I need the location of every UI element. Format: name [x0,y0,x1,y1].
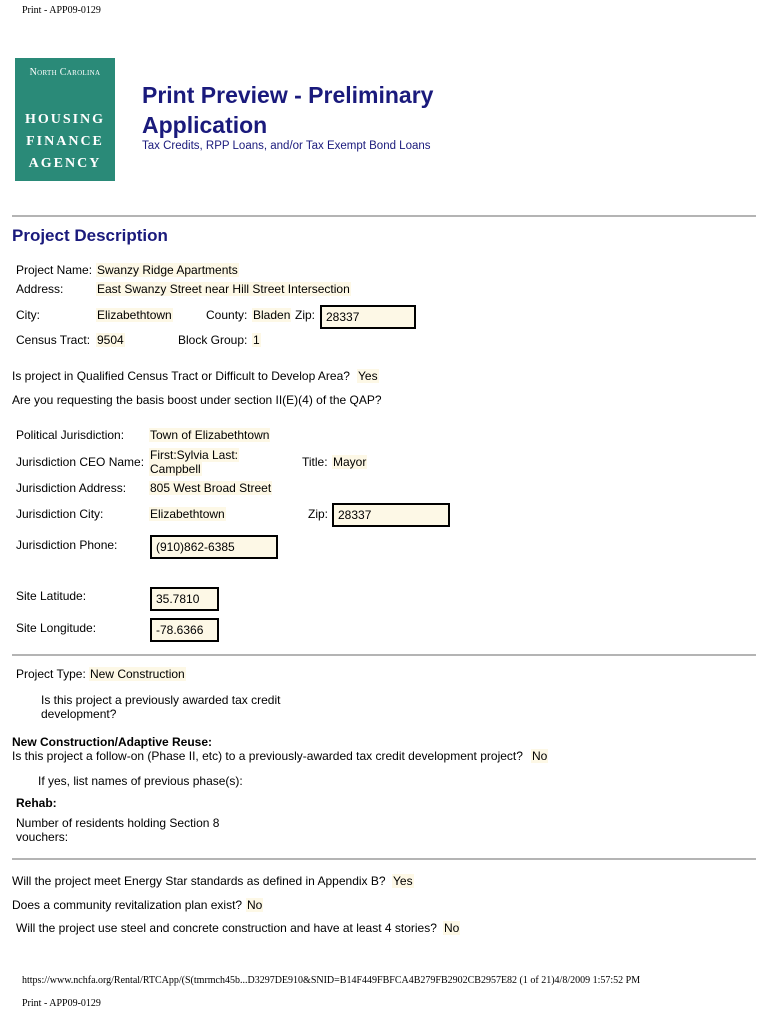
previously-awarded-question-line2: development? [41,707,117,721]
jurisdiction-address-value: 805 West Broad Street [150,481,272,495]
page-title-line1: Print Preview - Preliminary [142,82,434,108]
jurisdiction-phone-label: Jurisdiction Phone: [16,538,118,552]
census-tract-label: Census Tract: [16,333,91,347]
section8-question-line2: vouchers: [16,830,69,844]
site-longitude-field: -78.6366 [150,618,219,642]
project-type-label: Project Type: [16,667,86,681]
jurisdiction-zip-label: Zip: [308,507,329,521]
project-name-value: Swanzy Ridge Apartments [97,263,238,277]
political-jurisdiction-label: Political Jurisdiction: [16,428,125,442]
logo-agency-text: AGENCY [28,156,102,171]
energy-star-answer: Yes [393,874,413,888]
previous-phases-question: If yes, list names of previous phase(s): [38,774,243,788]
divider [12,654,756,656]
footer-url: https://www.nchfa.org/Rental/RTCApp/(S(tmrmch45b...D3297DE910&SNID=B14F449FBFCA4B279FB2902CB2957E82 (1 of 21)4/8/2009 1:57:52 PM [22,975,641,986]
new-construction-heading: New Construction/Adaptive Reuse: [12,735,213,749]
political-jurisdiction-value: Town of Elizabethtown [150,428,270,442]
revitalization-question: Does a community revitalization plan exist? [12,898,243,912]
nchfa-logo [15,58,115,181]
section-title: Project Description [12,226,168,245]
zip-field: 28337 [320,305,416,329]
page-title [142,80,433,140]
qct-answer: Yes [358,369,378,383]
page-title-line2: Application [142,112,268,138]
jurisdiction-address-label: Jurisdiction Address: [16,481,127,495]
divider [12,858,756,860]
project-type-value: New Construction [90,667,185,681]
print-header: Print - APP09-0129 [22,5,101,16]
ceo-name-label: Jurisdiction CEO Name: [16,455,145,469]
ceo-name-last: Campbell [150,462,201,476]
steel-concrete-answer: No [444,921,460,935]
site-longitude-label: Site Longitude: [16,621,97,635]
steel-concrete-question: Will the project use steel and concrete construction and have at least 4 stories? [16,921,437,935]
logo-finance-text: FINANCE [26,134,104,149]
print-footer: Print - APP09-0129 [22,998,101,1009]
jurisdiction-zip-field: 28337 [332,503,450,527]
logo-housing-text: HOUSING [24,112,106,127]
project-name-label: Project Name: [16,263,93,277]
address-value: East Swanzy Street near Hill Street Intersection [97,282,350,296]
jurisdiction-city-label: Jurisdiction City: [16,507,104,521]
county-value: Bladen [253,308,291,322]
follow-on-question: Is this project a follow-on (Phase II, etc) to a previously-awarded tax credit development project? [12,749,523,763]
ceo-title-label: Title: [302,455,328,469]
city-value: Elizabethtown [97,308,172,322]
census-tract-value: 9504 [97,333,124,347]
previously-awarded-question-line1: Is this project a previously awarded tax credit [41,693,281,707]
revitalization-answer: No [247,898,263,912]
energy-star-question: Will the project meet Energy Star standards as defined in Appendix B? [12,874,386,888]
site-latitude-label: Site Latitude: [16,589,87,603]
site-latitude-field: 35.7810 [150,587,219,611]
follow-on-answer: No [532,749,548,763]
rehab-heading: Rehab: [16,796,57,810]
county-label: County: [206,308,248,322]
city-label: City: [16,308,40,322]
logo-state-text: North Carolina [29,67,101,78]
qct-question: Is project in Qualified Census Tract or Difficult to Develop Area? [12,369,350,383]
jurisdiction-phone-field: (910)862-6385 [150,535,278,559]
block-group-label: Block Group: [178,333,248,347]
block-group-value: 1 [253,333,260,347]
basis-boost-question: Are you requesting the basis boost under section II(E)(4) of the QAP? [12,393,382,407]
zip-label: Zip: [295,308,316,322]
address-label: Address: [16,282,64,296]
jurisdiction-city-value: Elizabethtown [150,507,225,521]
ceo-title-value: Mayor [333,455,367,469]
page-subtitle: Tax Credits, RPP Loans, and/or Tax Exempt Bond Loans [142,140,431,152]
ceo-name-first: First:Sylvia Last: [150,448,239,462]
divider [12,215,756,217]
section8-question-line1: Number of residents holding Section 8 [16,816,220,830]
